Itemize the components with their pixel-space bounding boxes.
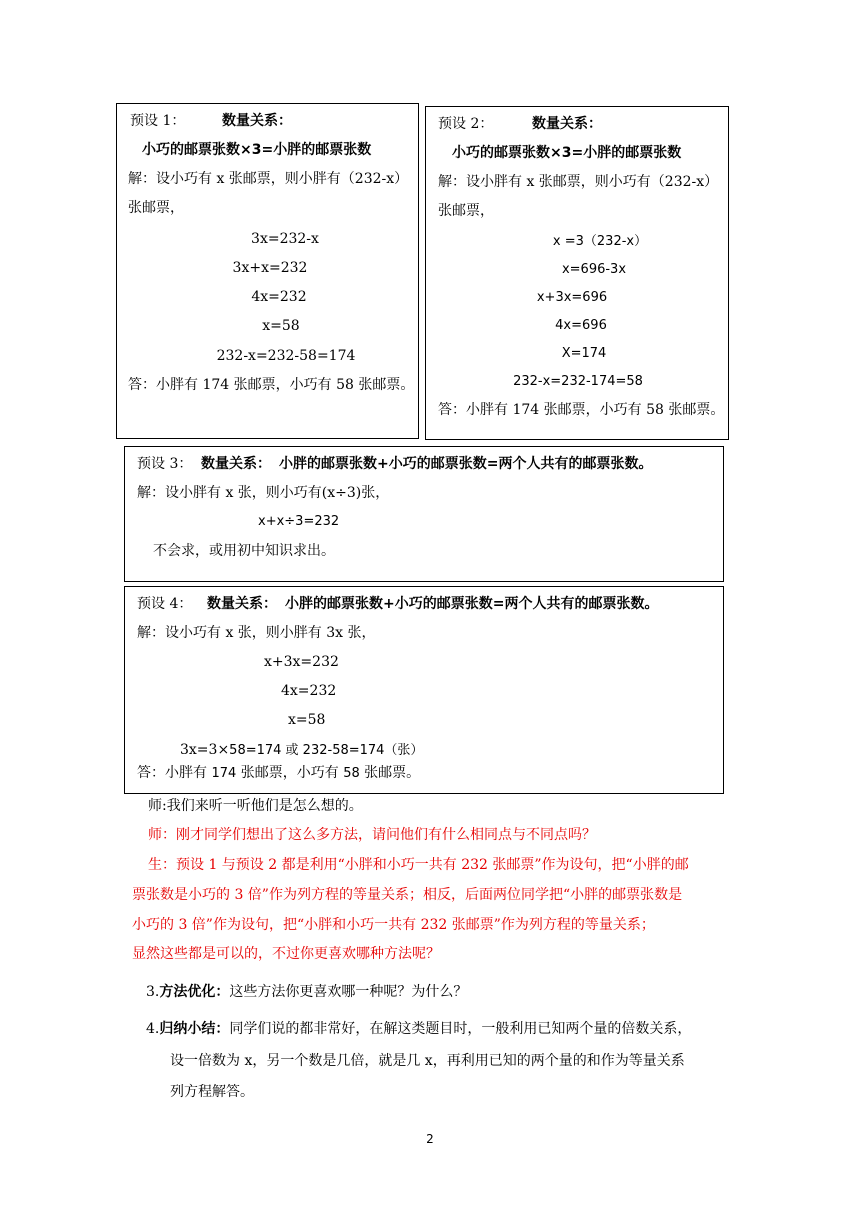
preset-4-step: 4x=232 <box>281 683 337 699</box>
preset-1-step: 4x=232 <box>251 289 307 305</box>
preset-2-step: x=696-3x <box>561 262 627 277</box>
preset-2-label: 预设 2： <box>438 116 494 132</box>
preset-2-relation-label: 数量关系： <box>532 116 602 132</box>
student-line-3: 小巧的 3 倍”作为设句，把“小胖和小巧一共有 232 张邮票”作为列方程的等量关系； <box>132 917 655 933</box>
student-line-4: 显然这些都是可以的，不过你更喜欢哪种方法呢？ <box>132 946 440 962</box>
preset-1-relation-label: 数量关系： <box>222 113 292 129</box>
item-3-text: 这些方法你更喜欢哪一种呢？为什么？ <box>229 984 468 1000</box>
item-4-text: 同学们说的都非常好，在解这类题目时，一般利用已知两个量的倍数关系， <box>229 1021 692 1037</box>
student-line-1: 生：预设 1 与预设 2 都是利用“小胖和小巧一共有 232 张邮票”作为设句，把“小胖的邮 <box>148 857 689 873</box>
preset-1-solution-line-2: 张邮票， <box>128 200 184 216</box>
preset-2-solution-line-1: 解：设小胖有 x 张邮票，则小巧有（232-x） <box>438 174 719 190</box>
preset-2-relation: 小巧的邮票张数×3=小胖的邮票张数 <box>452 145 682 161</box>
student-line-2: 票张数是小巧的 3 倍”作为列方程的等量关系；相反，后面两位同学把“小胖的邮票张数是 <box>132 887 683 903</box>
preset-4-final-a: 3x=3× <box>180 742 230 758</box>
item-4-line-2: 设一倍数为 x，另一个数是几倍，就是几 x，再利用已知的两个量的和作为等量关系 <box>170 1053 685 1069</box>
preset-1-step: 3x+x=232 <box>232 260 308 276</box>
preset-4-final <box>180 741 423 760</box>
preset-4-answer-num-1: 174 <box>211 766 237 781</box>
item-4 <box>146 1020 691 1038</box>
preset-4-box <box>124 586 724 794</box>
preset-1-step: 3x=232-x <box>251 231 319 247</box>
item-3 <box>146 983 467 1001</box>
preset-4-answer <box>137 764 420 783</box>
preset-4-final-b: 58=174 或 232-58=174（张） <box>229 743 424 758</box>
item-4-number: 4. <box>146 1021 160 1037</box>
preset-1-answer: 答：小胖有 174 张邮票，小巧有 58 张邮票。 <box>128 377 415 393</box>
preset-1-step: 232-x=232-58=174 <box>216 348 356 364</box>
preset-4-answer-num-2: 58 <box>343 766 360 781</box>
preset-4-label: 预设 4： <box>137 596 193 612</box>
preset-2-step: 232-x=232-174=58 <box>513 374 643 389</box>
page-number: 2 <box>426 1132 434 1146</box>
preset-2-solution-line-2: 张邮票， <box>438 203 494 219</box>
preset-4-step: x=58 <box>288 712 326 728</box>
preset-4-step: x+3x=232 <box>264 654 339 670</box>
preset-2-step: x =3（232-x） <box>552 234 648 249</box>
preset-3-solution: 解：设小胖有 x 张，则小巧有(x÷3)张， <box>137 485 390 501</box>
preset-4-answer-c: 张邮票。 <box>359 765 421 781</box>
teacher-line-1: 师:我们来听一听他们是怎么想的。 <box>148 798 363 814</box>
preset-3-relation-label: 数量关系： <box>201 456 271 472</box>
item-3-heading: 方法优化： <box>159 984 230 1000</box>
preset-3-note: 不会求，或用初中知识求出。 <box>153 543 335 559</box>
item-4-line-3: 列方程解答。 <box>170 1084 254 1100</box>
preset-3-label: 预设 3： <box>137 456 193 472</box>
preset-2-step: 4x=696 <box>555 318 607 333</box>
preset-4-answer-a: 答：小胖有 <box>137 765 212 781</box>
preset-4-relation-label: 数量关系： <box>207 596 277 612</box>
preset-1-label: 预设 1： <box>130 113 186 129</box>
preset-2-step: X=174 <box>561 346 607 361</box>
preset-4-relation: 小胖的邮票张数+小巧的邮票张数=两个人共有的邮票张数。 <box>285 596 659 612</box>
item-4-heading: 归纳小结： <box>159 1021 230 1037</box>
preset-3-relation: 小胖的邮票张数+小巧的邮票张数=两个人共有的邮票张数。 <box>279 456 653 472</box>
preset-1-step: x=58 <box>262 318 300 334</box>
preset-1-relation: 小巧的邮票张数×3=小胖的邮票张数 <box>142 142 372 158</box>
item-3-number: 3. <box>146 984 160 1000</box>
preset-3-equation: x+x÷3=232 <box>258 514 340 529</box>
teacher-line-2: 师：刚才同学们想出了这么多方法，请问他们有什么相同点与不同点吗？ <box>148 827 596 843</box>
preset-4-solution: 解：设小巧有 x 张，则小胖有 3x 张， <box>137 625 376 641</box>
preset-2-answer: 答：小胖有 174 张邮票，小巧有 58 张邮票。 <box>438 402 725 418</box>
preset-4-answer-b: 张邮票，小巧有 <box>236 765 344 781</box>
preset-1-solution-line-1: 解：设小巧有 x 张邮票，则小胖有（232-x） <box>128 171 409 187</box>
preset-2-step: x+3x=696 <box>536 290 608 305</box>
